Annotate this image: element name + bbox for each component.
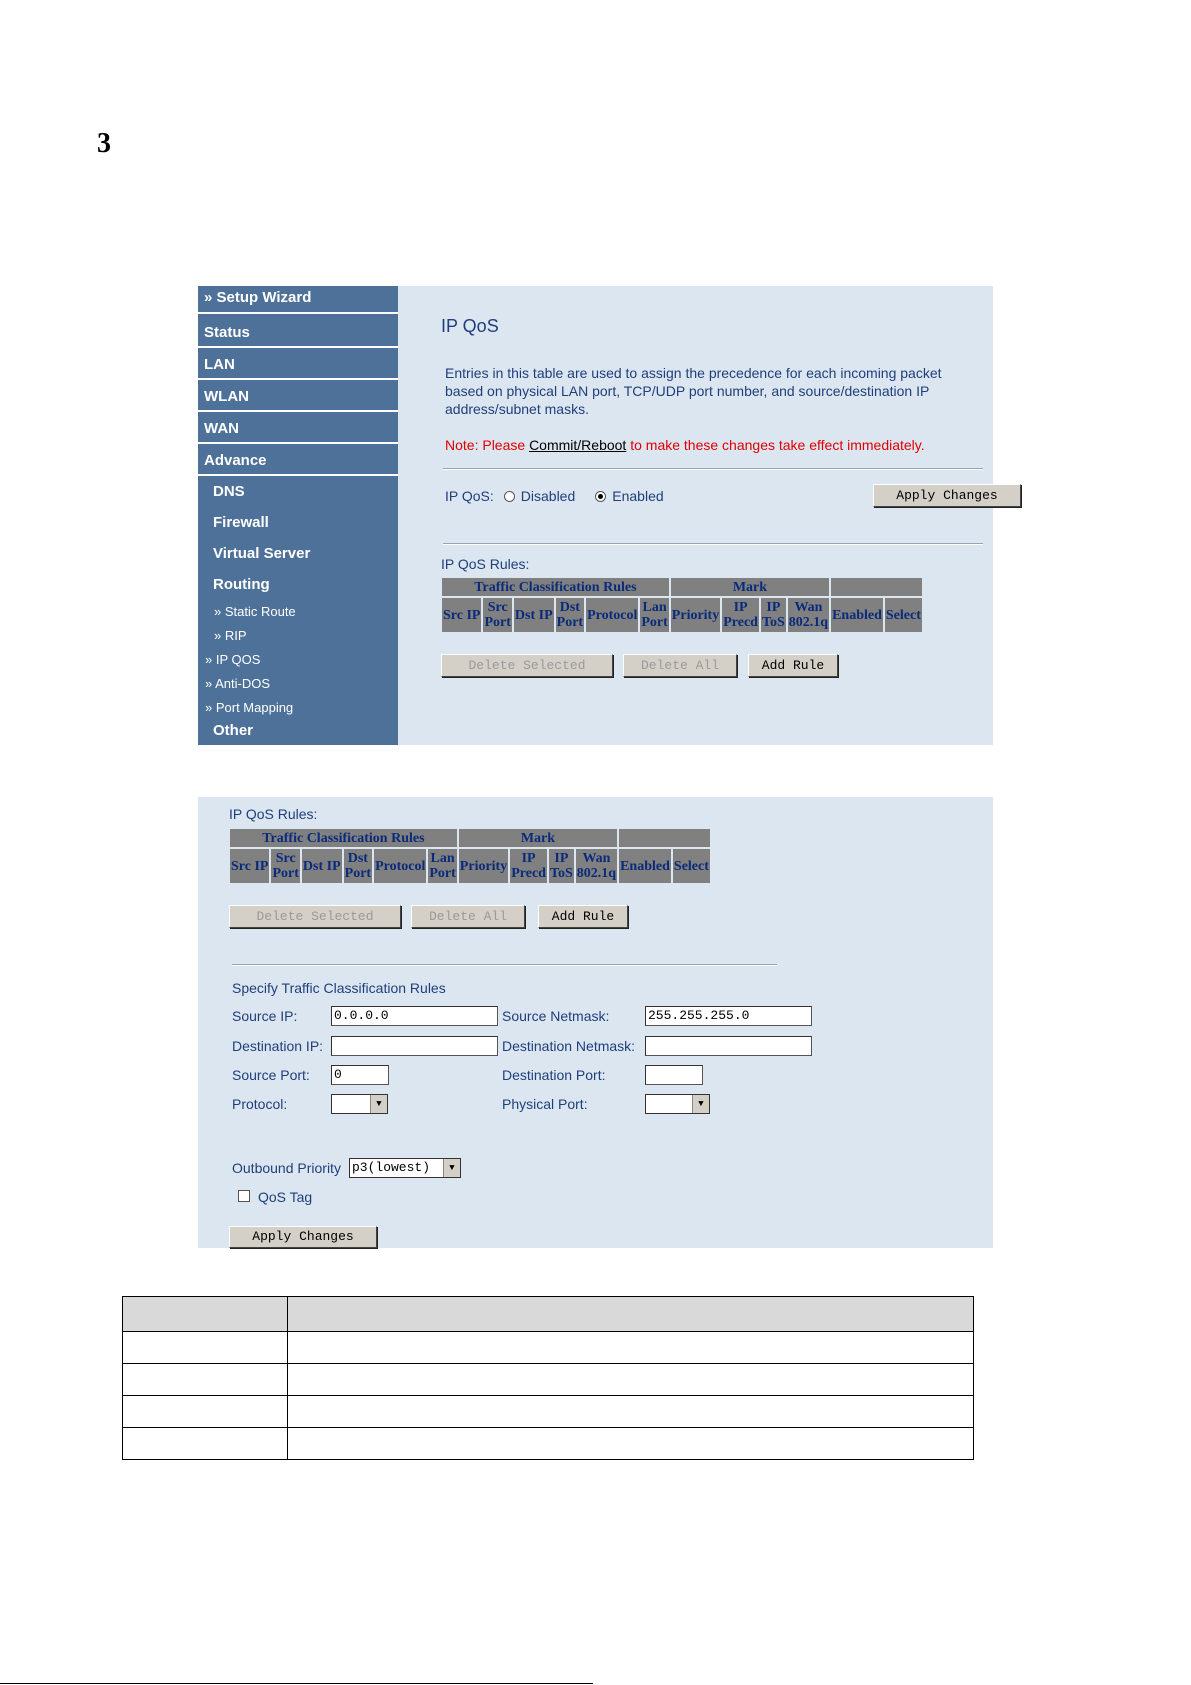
sidebar-item-ip-qos[interactable]: » IP QOS [205,652,261,667]
rules-column-label: ToS [761,615,785,630]
add-rule-screenshot [198,797,993,1248]
rules-column-label: 802.1q [788,615,829,630]
rules-column-label: Dst [347,851,368,866]
rules-column-label: Port [641,615,668,630]
rules-column-label: Select [673,858,709,874]
table-cell [288,1428,974,1460]
delete-selected-button[interactable]: Delete Selected [441,654,613,677]
physical-port-label: Physical Port: [502,1096,588,1112]
sidebar-item-routing[interactable]: Routing [213,576,270,593]
physical-port-select[interactable] [645,1094,710,1114]
qos-tag-label: QoS Tag [258,1189,313,1205]
disabled-label: Disabled [520,488,576,504]
sidebar-item-other[interactable]: Other [213,722,254,739]
outbound-priority-select[interactable] [349,1158,461,1178]
rules-label: IP QoS Rules: [229,806,318,822]
rules-column-label: Wan [794,600,823,615]
rules-column-header [459,849,508,883]
rules-column-header [344,849,372,883]
qos-tag-checkbox[interactable] [238,1190,250,1202]
source-ip-input[interactable]: 0.0.0.0 [331,1006,498,1026]
rules-column-header [761,598,786,632]
table-row [123,1332,974,1364]
rules-column-header [302,849,342,883]
ipqos-content [398,286,998,745]
table-header-row [123,1297,974,1332]
ipqos-label: IP QoS: [445,488,494,504]
rules-column-label: Priority [671,607,720,623]
rules-column-row [442,598,922,632]
chevron-down-icon: ▼ [692,1095,709,1113]
delete-all-button[interactable]: Delete All [411,905,525,928]
table-cell [123,1396,288,1428]
rules-column-header [576,849,617,883]
rules-column-label: Enabled [832,607,882,623]
source-netmask-label: Source Netmask: [502,1008,610,1024]
rules-column-label: IP [554,851,569,866]
rules-column-label: Lan [430,851,455,866]
delete-selected-button[interactable]: Delete Selected [229,905,401,928]
rules-column-label: Dst IP [514,607,553,623]
rules-column-header [640,598,668,632]
table-cell [123,1332,288,1364]
sidebar-item-wan[interactable]: WAN [198,414,398,444]
disabled-radio[interactable] [504,491,515,502]
apply-changes-button[interactable]: Apply Changes [229,1226,377,1248]
dest-port-label: Destination Port: [502,1067,606,1083]
note-suffix: to make these changes take effect immediately. [626,437,925,453]
rules-column-label: Src [487,600,508,615]
rules-label: IP QoS Rules: [441,556,530,572]
sidebar-item-setup-wizard[interactable]: » Setup Wizard [198,286,398,314]
source-netmask-input[interactable]: 255.255.255.0 [645,1006,812,1026]
page-description: Entries in this table are used to assign the precedence for each incoming packet based on physical LAN port, TCP/UDP port number, and source/destination IP address/subnet masks. [445,365,942,417]
rules-column-header [428,849,456,883]
commit-reboot-link[interactable]: Commit/Reboot [529,437,627,453]
rules-column-label: Port [484,615,511,630]
rules-column-label: Dst [559,600,580,615]
dest-netmask-label: Destination Netmask: [502,1038,636,1054]
note-prefix: Note: Please [445,437,530,453]
enabled-radio[interactable] [595,491,606,502]
table-cell [288,1332,974,1364]
table-cell [288,1364,974,1396]
group-empty-header [831,578,922,596]
rules-column-label: Select [885,607,921,623]
rules-column-label: Protocol [587,607,638,623]
group-traffic-header: Traffic Classification Rules [442,578,669,596]
sidebar-item-dns[interactable]: DNS [213,483,245,500]
reboot-note [445,437,925,453]
table-row [123,1364,974,1396]
table-cell [288,1396,974,1428]
sidebar-item-anti-dos[interactable]: » Anti-DOS [205,676,271,691]
rules-column-header [374,849,426,883]
rules-column-label: ToS [549,866,573,881]
dest-ip-input[interactable] [331,1036,498,1056]
dest-port-input[interactable] [645,1065,703,1085]
rules-table [228,827,712,885]
rules-column-row [230,849,710,883]
add-rule-button[interactable]: Add Rule [748,654,838,677]
rules-column-label: IP [766,600,781,615]
rules-column-header [510,849,547,883]
group-empty-header [619,829,710,847]
outbound-priority-value: p3(lowest) [352,1160,431,1175]
ipqos-toggle-row [445,488,664,504]
table-cell [288,1297,974,1332]
rules-column-label: Src IP [443,607,481,623]
protocol-label: Protocol: [232,1096,288,1112]
add-rule-button[interactable]: Add Rule [538,905,628,928]
rules-column-label: Dst IP [302,858,341,874]
rules-column-label: Precd [511,866,546,881]
divider [443,543,983,545]
sidebar-item-wlan[interactable]: WLAN [198,382,398,412]
delete-all-button[interactable]: Delete All [623,654,737,677]
rules-column-header [483,598,511,632]
rules-column-label: Port [429,866,456,881]
rules-column-label: Wan [582,851,611,866]
outbound-priority-label: Outbound Priority [232,1160,341,1176]
rules-column-label: Protocol [375,858,426,874]
rules-column-label: Port [556,615,584,630]
chevron-down-icon: ▼ [443,1159,460,1177]
table-cell [123,1364,288,1396]
group-mark-header: Mark [459,829,617,847]
group-traffic-header: Traffic Classification Rules [230,829,457,847]
sidebar-item-advance[interactable]: Advance [198,446,398,476]
table-cell [123,1428,288,1460]
table-cell [123,1297,288,1332]
divider [443,468,983,470]
rules-column-label: Enabled [620,858,670,874]
rules-column-header [619,849,671,883]
rules-column-label: Src IP [231,858,269,874]
sidebar-item-lan[interactable]: LAN [198,350,398,380]
apply-changes-button[interactable]: Apply Changes [873,484,1021,507]
sidebar-item-virtual-server[interactable]: Virtual Server [213,545,311,562]
source-ip-label: Source IP: [232,1008,298,1024]
rules-column-label: IP [733,600,748,615]
table-row [123,1396,974,1428]
protocol-select[interactable] [331,1094,388,1114]
parameter-table [122,1296,974,1460]
rules-column-header [831,598,883,632]
sidebar-item-firewall[interactable]: Firewall [213,514,269,531]
enabled-label: Enabled [612,488,664,504]
rules-column-header [885,598,922,632]
sidebar-item-rip[interactable]: » RIP [214,628,247,643]
rules-column-header [514,598,554,632]
sidebar-item-status[interactable]: Status [198,318,398,348]
source-port-label: Source Port: [232,1067,310,1083]
rules-column-header [230,849,269,883]
rules-column-header [549,849,574,883]
dest-netmask-input[interactable] [645,1036,812,1056]
rules-column-label: 802.1q [576,866,617,881]
rules-table [440,576,924,634]
sidebar-nav [198,286,398,745]
rules-column-label: Priority [459,858,508,874]
rules-column-header [673,849,710,883]
page-title: IP QoS [441,316,499,336]
rules-column-header [671,598,720,632]
rules-column-header [271,849,299,883]
section-number: 3 [97,128,111,159]
rules-column-label: Precd [723,615,758,630]
chevron-down-icon: ▼ [370,1095,387,1113]
rules-column-label: Port [272,866,299,881]
sidebar-item-static-route[interactable]: » Static Route [214,604,296,619]
rules-column-header [586,598,638,632]
rules-column-header [788,598,829,632]
rules-column-header [442,598,481,632]
rules-column-label: Lan [642,600,667,615]
dest-ip-label: Destination IP: [232,1038,324,1054]
rules-column-header [556,598,584,632]
rules-column-header [722,598,759,632]
rules-column-label: Src [275,851,296,866]
ipqos-screenshot [198,286,998,745]
rules-column-label: IP [521,851,536,866]
group-mark-header: Mark [671,578,829,596]
footer-rule [0,1683,593,1684]
sidebar-item-port-mapping[interactable]: » Port Mapping [205,700,294,715]
table-row [123,1428,974,1460]
rules-column-label: Port [344,866,372,881]
source-port-input[interactable]: 0 [331,1065,389,1085]
divider [232,964,777,966]
form-heading: Specify Traffic Classification Rules [232,980,446,996]
